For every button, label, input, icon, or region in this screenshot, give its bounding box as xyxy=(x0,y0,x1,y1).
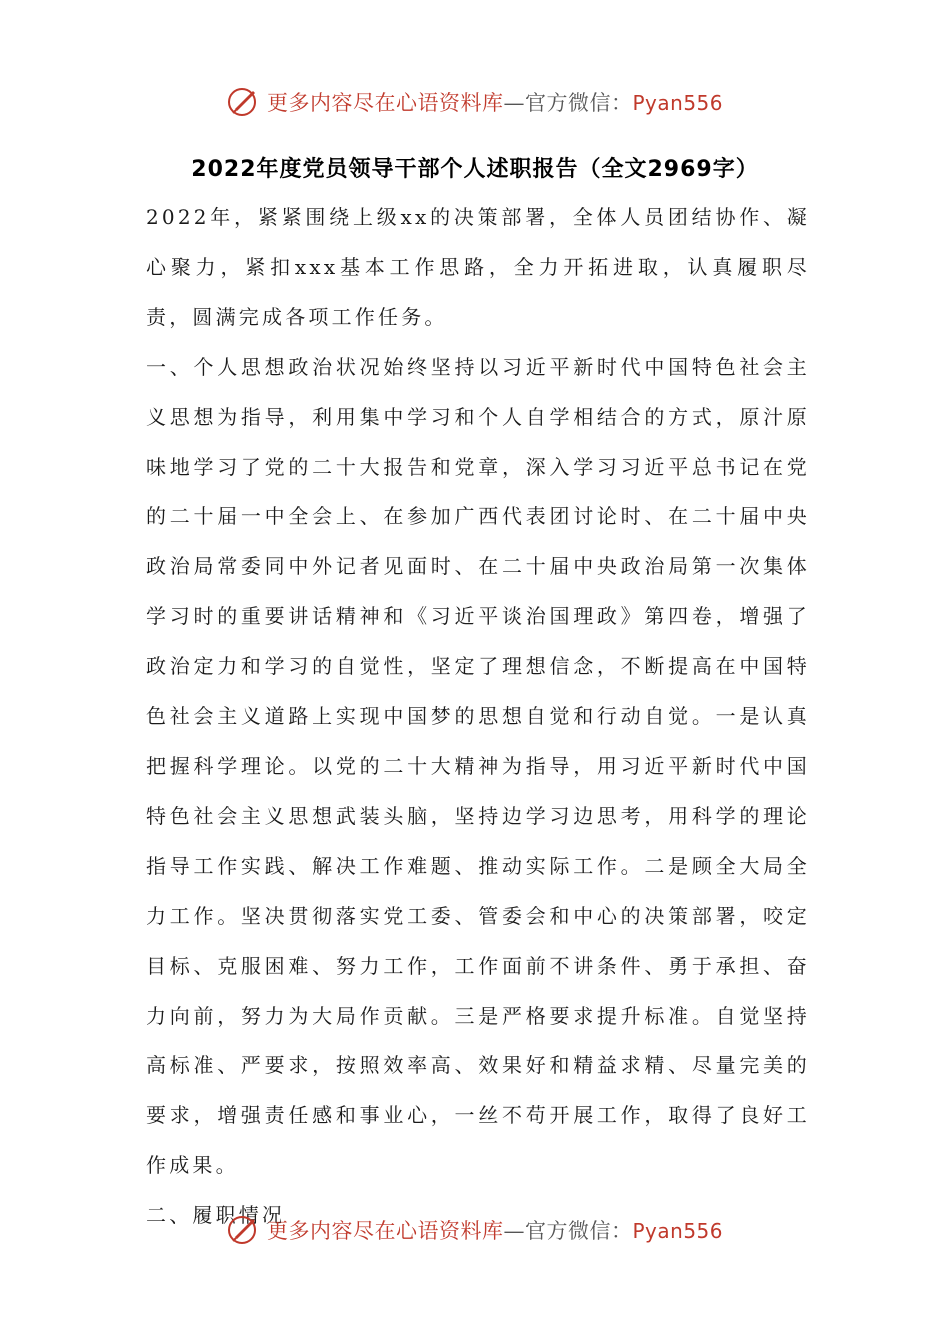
pen-logo-icon xyxy=(227,85,261,119)
paragraph-section-1: 一、个人思想政治状况始终坚持以习近平新时代中国特色社会主义思想为指导，利用集中学习和个人自学相结合的方式，原汁原味地学习了党的二十大报告和党章，深入学习习近平总书记在党的二十届一中全会上、在参加广西代表团讨论时、在二十届中央政治局常委同中外记者见面时、在二十届中央政治局第一次集体学习时的重要讲话精神和《习近平谈治国理政》第四卷，增强了政治定力和学习的自觉性，坚定了理想信念，不断提高在中国特色社会主义道路上实现中国梦的思想自觉和行动自觉。一是认真把握科学理论。以党的二十大精神为指导，用习近平新时代中国特色社会主义思想武装头脑，坚持边学习边思考，用科学的理论指导工作实践、解决工作难题、推动实际工作。二是顾全大局全力工作。坚决贯彻落实党工委、管委会和中心的决策部署，咬定目标、克服困难、努力工作，工作面前不讲条件、勇于承担、奋力向前，努力为大局作贡献。三是严格要求提升标准。自觉坚持高标准、严要求，按照效率高、效果好和精益求精、尽量完美的要求，增强责任感和事业心，一丝不苟开展工作，取得了良好工作成果。 xyxy=(146,354,810,1178)
banner-main: 更多内容尽在心语资料库 xyxy=(266,91,504,115)
banner-separator: — xyxy=(503,1219,525,1243)
banner-id: Pyan556 xyxy=(632,91,723,115)
footer-banner xyxy=(0,1210,950,1250)
banner-text xyxy=(267,1215,723,1245)
document-body xyxy=(146,193,810,1241)
banner-wechat: 官方微信： xyxy=(524,91,633,115)
banner-main: 更多内容尽在心语资料库 xyxy=(266,1219,504,1243)
document-title: 2022年度党员领导干部个人述职报告（全文2969字） xyxy=(191,157,759,182)
paragraph-section-2-heading: 二、履职情况 xyxy=(146,1203,286,1228)
header-banner xyxy=(0,82,950,122)
banner-id: Pyan556 xyxy=(632,1219,723,1243)
pen-logo-icon xyxy=(227,1213,261,1247)
banner-separator: — xyxy=(503,91,525,115)
paragraph-intro: 2022年，紧紧围绕上级xx的决策部署，全体人员团结协作、凝心聚力，紧扣xxx基本工作思路，全力开拓进取，认真履职尽责，圆满完成各项工作任务。 xyxy=(146,205,810,329)
banner-wechat: 官方微信： xyxy=(524,1219,633,1243)
banner-text xyxy=(267,87,723,117)
